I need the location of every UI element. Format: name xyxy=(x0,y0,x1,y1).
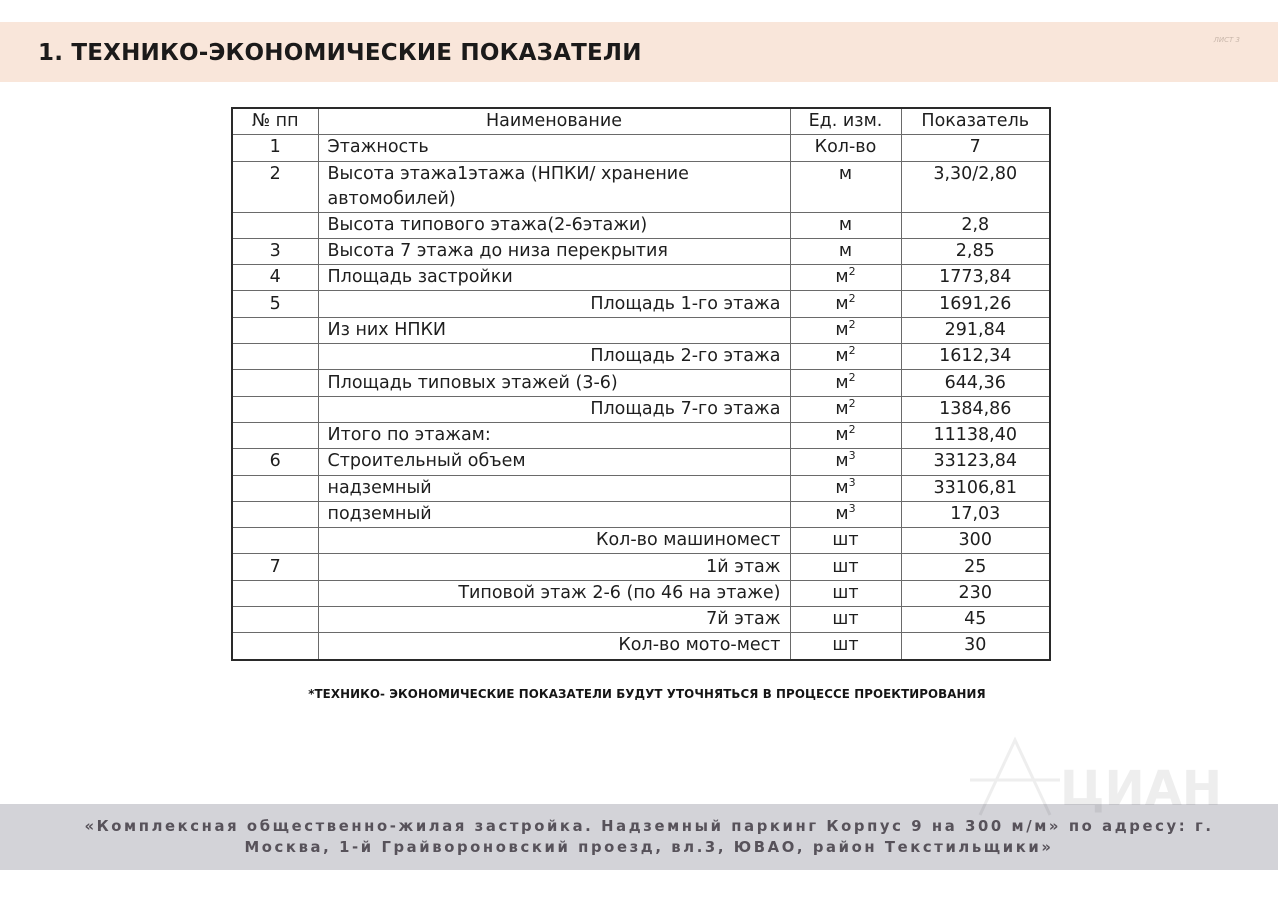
unit-base: шт xyxy=(832,582,859,603)
table-row xyxy=(232,317,1050,343)
row-unit xyxy=(790,212,901,238)
row-value: 7 xyxy=(901,135,1050,161)
row-unit xyxy=(790,633,901,660)
row-name: Этажность xyxy=(318,135,790,161)
row-name: Кол-во машиномест xyxy=(318,528,790,554)
row-unit xyxy=(790,580,901,606)
unit-base: м xyxy=(835,346,849,367)
row-value: 17,03 xyxy=(901,501,1050,527)
unit-exponent: 2 xyxy=(848,370,856,384)
row-name: Площадь 1-го этажа xyxy=(318,291,790,317)
row-name: Высота этажа1этажа (НПКИ/ хранение автомобилей) xyxy=(318,161,790,212)
row-value: 644,36 xyxy=(901,370,1050,396)
table-row xyxy=(232,554,1050,580)
unit-exponent: 3 xyxy=(848,449,856,463)
row-value: 45 xyxy=(901,607,1050,633)
tep-table xyxy=(231,107,1051,661)
row-number xyxy=(232,475,318,501)
row-number: 5 xyxy=(232,291,318,317)
row-unit xyxy=(790,554,901,580)
row-number xyxy=(232,633,318,660)
row-name: подземный xyxy=(318,501,790,527)
row-number: 3 xyxy=(232,238,318,264)
project-description xyxy=(20,816,1278,858)
row-unit xyxy=(790,528,901,554)
table-row xyxy=(232,580,1050,606)
table-row xyxy=(232,238,1050,264)
row-value: 1691,26 xyxy=(901,291,1050,317)
unit-base: м xyxy=(835,425,849,446)
unit-base: шт xyxy=(832,556,859,577)
row-number xyxy=(232,422,318,448)
row-value: 3,30/2,80 xyxy=(901,161,1050,212)
row-unit xyxy=(790,265,901,291)
unit-exponent: 2 xyxy=(848,317,856,331)
sheet-label: ЛИСТ 3 xyxy=(1213,36,1240,44)
row-unit xyxy=(790,396,901,422)
row-value: 11138,40 xyxy=(901,422,1050,448)
row-value: 1384,86 xyxy=(901,396,1050,422)
unit-base: м xyxy=(835,477,849,498)
row-value: 25 xyxy=(901,554,1050,580)
unit-base: шт xyxy=(832,635,859,656)
column-header-value: Показатель xyxy=(901,108,1050,135)
table-row xyxy=(232,370,1050,396)
unit-base: м xyxy=(838,241,853,262)
row-number: 2 xyxy=(232,161,318,212)
row-name: Итого по этажам: xyxy=(318,422,790,448)
unit-exponent: 2 xyxy=(848,291,856,305)
unit-base: м xyxy=(835,267,849,288)
row-value: 291,84 xyxy=(901,317,1050,343)
table-row xyxy=(232,396,1050,422)
watermark-text: ЦИАН xyxy=(1060,761,1223,817)
unit-base: Кол-во xyxy=(814,137,877,158)
row-name: Площадь застройки xyxy=(318,265,790,291)
table-row xyxy=(232,528,1050,554)
row-unit xyxy=(790,344,901,370)
unit-base: м xyxy=(835,504,849,524)
row-number xyxy=(232,607,318,633)
row-unit xyxy=(790,238,901,264)
column-header-name: Наименование xyxy=(318,108,790,135)
unit-base: м xyxy=(835,372,849,393)
table-row xyxy=(232,135,1050,161)
unit-exponent: 3 xyxy=(848,475,856,489)
unit-base: шт xyxy=(832,530,859,551)
row-unit xyxy=(790,317,901,343)
table-row xyxy=(232,449,1050,475)
row-number xyxy=(232,370,318,396)
row-name: Площадь типовых этажей (3-6) xyxy=(318,370,790,396)
row-unit xyxy=(790,475,901,501)
unit-exponent: 2 xyxy=(848,423,856,437)
unit-exponent: 3 xyxy=(848,502,856,515)
table-row xyxy=(232,607,1050,633)
row-value: 33106,81 xyxy=(901,475,1050,501)
row-value: 30 xyxy=(901,633,1050,660)
header-bar xyxy=(0,22,1278,82)
row-name: Площадь 2-го этажа xyxy=(318,344,790,370)
row-unit xyxy=(790,449,901,475)
row-number xyxy=(232,317,318,343)
unit-base: м xyxy=(835,293,849,314)
unit-base: м xyxy=(835,398,849,419)
row-number: 6 xyxy=(232,449,318,475)
unit-base: м xyxy=(835,319,849,340)
table-row xyxy=(232,212,1050,238)
row-name: Из них НПКИ xyxy=(318,317,790,343)
column-header-num: № пп xyxy=(232,108,318,135)
row-name: Высота 7 этажа до низа перекрытия xyxy=(318,238,790,264)
unit-base: м xyxy=(838,214,853,235)
table-row xyxy=(232,475,1050,501)
row-unit xyxy=(790,501,901,527)
row-value: 300 xyxy=(901,528,1050,554)
table-row xyxy=(232,633,1050,660)
row-name: надземный xyxy=(318,475,790,501)
row-name: Строительный объем xyxy=(318,449,790,475)
row-name: 7й этаж xyxy=(318,607,790,633)
unit-base: м xyxy=(838,163,853,184)
row-number: 4 xyxy=(232,265,318,291)
row-name: 1й этаж xyxy=(318,554,790,580)
row-unit xyxy=(790,370,901,396)
footer-band xyxy=(0,804,1278,870)
row-value: 1773,84 xyxy=(901,265,1050,291)
row-unit xyxy=(790,607,901,633)
row-name: Типовой этаж 2-6 (по 46 на этаже) xyxy=(318,580,790,606)
row-name: Площадь 7-го этажа xyxy=(318,396,790,422)
table-row xyxy=(232,344,1050,370)
row-unit xyxy=(790,422,901,448)
unit-exponent: 2 xyxy=(848,265,856,279)
row-number: 7 xyxy=(232,554,318,580)
row-unit xyxy=(790,135,901,161)
row-number xyxy=(232,501,318,527)
unit-base: шт xyxy=(832,609,859,630)
page-title: 1. ТЕХНИКО-ЭКОНОМИЧЕСКИЕ ПОКАЗАТЕЛИ xyxy=(38,40,642,66)
row-unit xyxy=(790,161,901,212)
row-value: 2,8 xyxy=(901,212,1050,238)
table-row xyxy=(232,422,1050,448)
project-description-line-1: «Комплексная общественно-жилая застройка. Надземный паркинг Корпус 9 на 300 м/м» по адресу: г. xyxy=(84,818,1214,835)
project-description-line-2: Москва, 1-й Грайвороновский проезд, вл.3, ЮВАО, район Текстильщики» xyxy=(244,839,1054,856)
row-value: 1612,34 xyxy=(901,344,1050,370)
table-row xyxy=(232,501,1050,527)
table-row xyxy=(232,161,1050,212)
row-unit xyxy=(790,291,901,317)
row-number xyxy=(232,344,318,370)
row-value: 2,85 xyxy=(901,238,1050,264)
row-value: 230 xyxy=(901,580,1050,606)
table-row xyxy=(232,265,1050,291)
row-name: Кол-во мото-мест xyxy=(318,633,790,660)
unit-exponent: 2 xyxy=(848,396,856,410)
unit-base: м xyxy=(835,451,849,472)
footnote: *ТЕХНИКО- ЭКОНОМИЧЕСКИЕ ПОКАЗАТЕЛИ БУДУТ УТОЧНЯТЬСЯ В ПРОЦЕССЕ ПРОЕКТИРОВАНИЯ xyxy=(308,686,986,701)
row-number: 1 xyxy=(232,135,318,161)
table-header-row xyxy=(232,108,1050,135)
row-number xyxy=(232,580,318,606)
row-number xyxy=(232,528,318,554)
row-number xyxy=(232,212,318,238)
row-value: 33123,84 xyxy=(901,449,1050,475)
column-header-unit: Ед. изм. xyxy=(790,108,901,135)
unit-exponent: 2 xyxy=(848,344,856,358)
table-row xyxy=(232,291,1050,317)
row-name: Высота типового этажа(2-6этажи) xyxy=(318,212,790,238)
row-number xyxy=(232,396,318,422)
